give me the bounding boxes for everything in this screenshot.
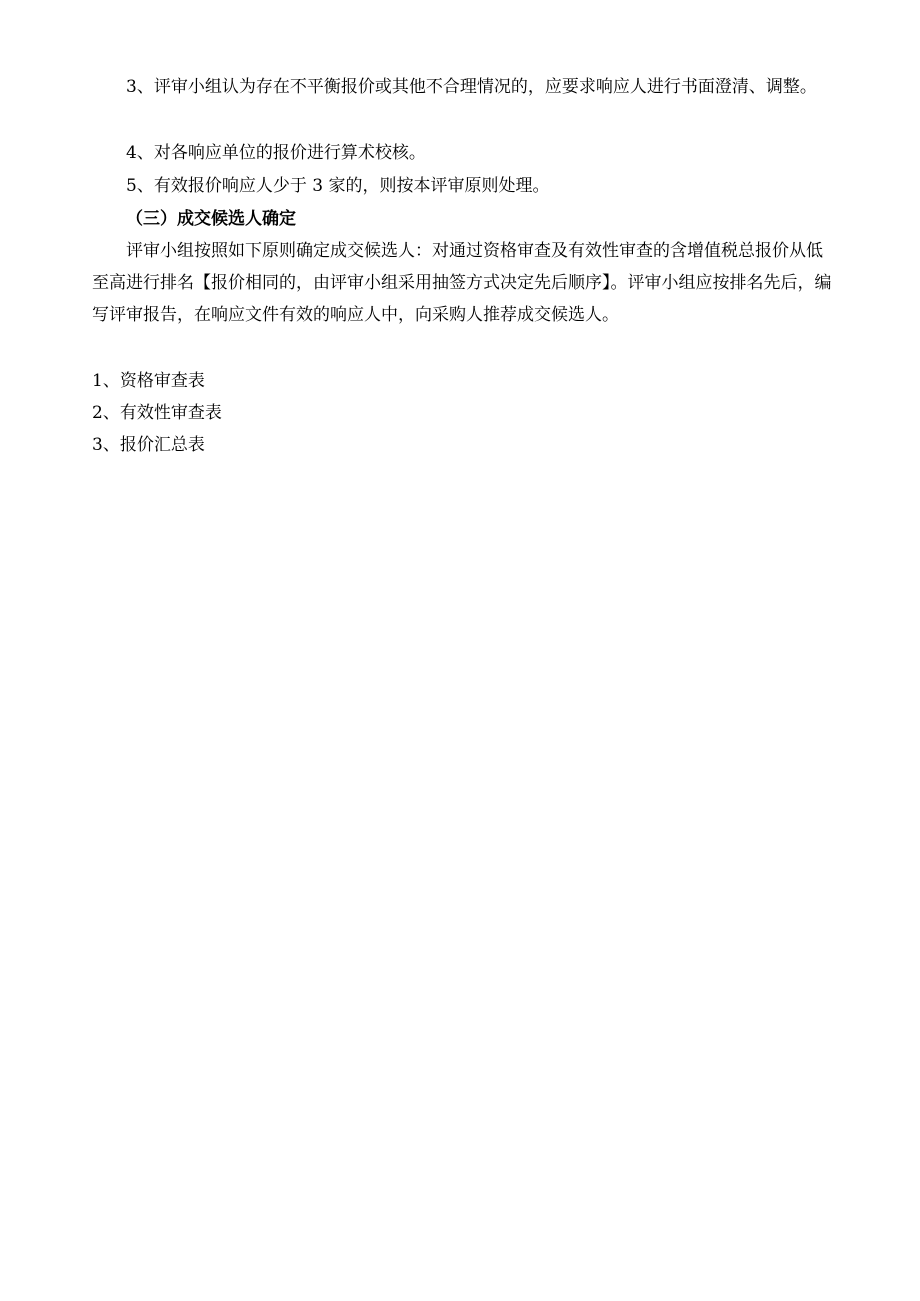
attachment-item-2: 2、有效性审查表 <box>92 403 222 423</box>
paragraph-item-5: 5、有效报价响应人少于 3 家的，则按本评审原则处理。 <box>126 176 550 196</box>
paragraph-item-4: 4、对各响应单位的报价进行算术校核。 <box>126 143 426 163</box>
section-body: 评审小组按照如下原则确定成交候选人：对通过资格审查及有效性审查的含增值税总报价从低至高进行排名【报价相同的，由评审小组采用抽签方式决定先后顺序】。评审小组应按排名先后，编写评审报告，在响应文件有效的响应人中，向采购人推荐成交候选人。 <box>92 241 832 325</box>
attachment-item-3: 3、报价汇总表 <box>92 435 205 455</box>
paragraph-item-3: 3、评审小组认为存在不平衡报价或其他不合理情况的，应要求响应人进行书面澄清、调整。 <box>126 77 817 97</box>
attachment-item-1: 1、资格审查表 <box>92 371 205 391</box>
section-heading: （三）成交候选人确定 <box>126 209 296 229</box>
